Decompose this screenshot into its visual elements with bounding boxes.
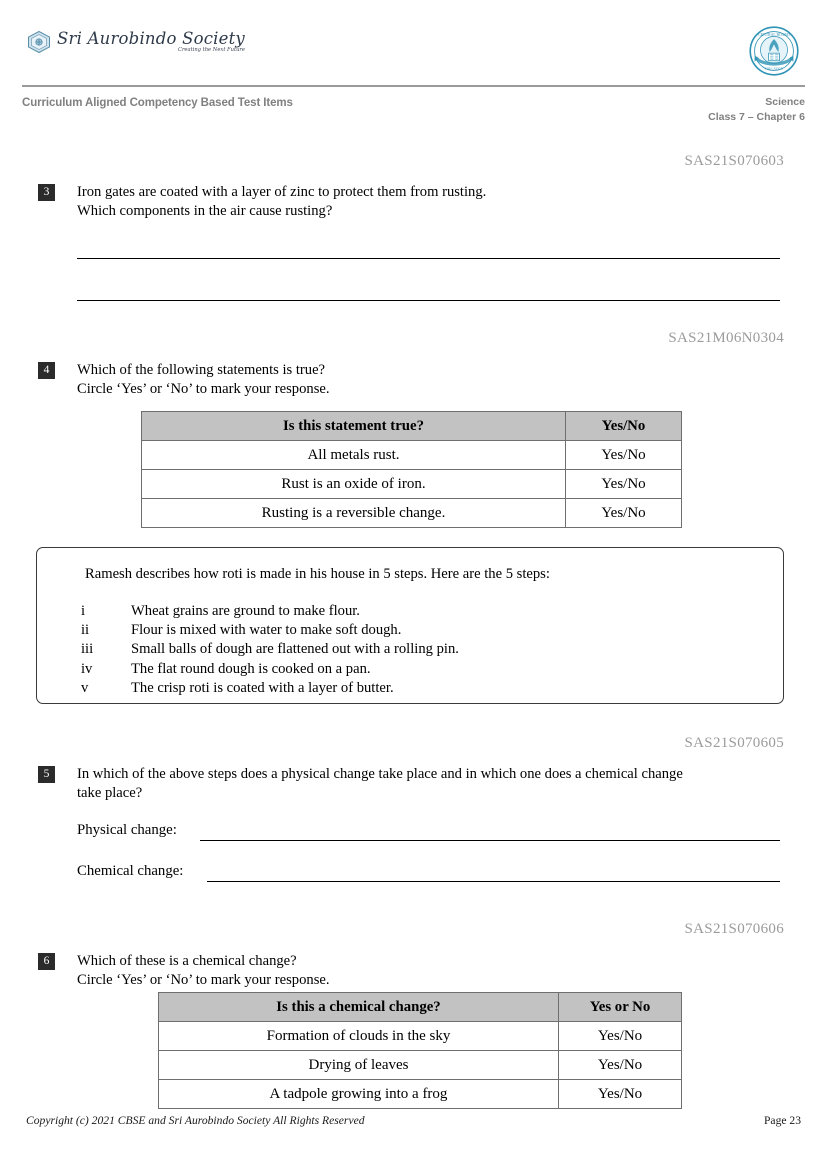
step-marker: ii xyxy=(81,622,90,639)
society-wordmark xyxy=(57,28,245,54)
step-marker: iii xyxy=(81,641,94,658)
table-cell-yesno[interactable]: Yes/No xyxy=(559,1080,682,1109)
list-item xyxy=(81,660,459,679)
cbse-logo xyxy=(747,24,801,78)
question-text-4-line-2: Circle ‘Yes’ or ‘No’ to mark your response. xyxy=(77,381,330,397)
society-name: Sri Aurobindo Society xyxy=(57,28,245,48)
table-header-row xyxy=(142,412,682,441)
question-text-6-line-2: Circle ‘Yes’ or ‘No’ to mark your response. xyxy=(77,972,330,988)
answer-line-physical-change[interactable] xyxy=(200,840,780,841)
table-cell-yesno[interactable]: Yes/No xyxy=(566,470,682,499)
table-header-statement: Is this statement true? xyxy=(142,412,566,441)
question-number-6: 6 xyxy=(38,953,55,970)
physical-change-label: Physical change: xyxy=(77,822,177,838)
society-tagline: Creating the Next Future xyxy=(177,47,245,54)
list-item xyxy=(81,640,459,659)
footer-copyright: Copyright (c) 2021 CBSE and Sri Aurobindo Society All Rights Reserved xyxy=(26,1114,365,1127)
table-cell-statement: A tadpole growing into a frog xyxy=(159,1080,559,1109)
table-header-statement: Is this a chemical change? xyxy=(159,993,559,1022)
stimulus-intro: Ramesh describes how roti is made in his house in 5 steps. Here are the 5 steps: xyxy=(85,566,550,582)
question-text-4 xyxy=(77,361,777,399)
header-divider xyxy=(22,85,805,87)
answer-line-q3-2[interactable] xyxy=(77,300,780,301)
header-subject-block xyxy=(708,95,805,125)
step-text: The crisp roti is coated with a layer of butter. xyxy=(131,679,394,696)
step-text: Wheat grains are ground to make flour. xyxy=(131,603,360,619)
question-text-6 xyxy=(77,952,777,990)
step-marker: iv xyxy=(81,660,93,677)
table-row xyxy=(159,1022,682,1051)
stimulus-step-list xyxy=(81,602,459,698)
table-header-yesno: Yes or No xyxy=(559,993,682,1022)
question-text-5-line-1: In which of the above steps does a physical change take place and in which one does a chemical change xyxy=(77,766,683,782)
step-marker: i xyxy=(81,603,86,619)
table-cell-yesno[interactable]: Yes/No xyxy=(566,441,682,470)
footer-page-number: Page 23 xyxy=(763,1114,801,1127)
question-text-3-line-1: Iron gates are coated with a layer of zinc to protect them from rusting. xyxy=(77,184,487,200)
question-text-4-line-1: Which of the following statements is true? xyxy=(77,362,326,378)
table-row xyxy=(142,499,682,528)
question-number-5: 5 xyxy=(38,766,55,783)
header-meta xyxy=(22,95,805,129)
question-number-4: 4 xyxy=(38,362,55,379)
step-text: Small balls of dough are flattened out with a rolling pin. xyxy=(131,641,459,658)
class-chapter-label: Class 7 – Chapter 6 xyxy=(708,111,805,123)
list-item xyxy=(81,621,459,640)
step-text: Flour is mixed with water to make soft dough. xyxy=(131,622,402,639)
svg-text:CENTRAL BOARD: CENTRAL BOARD xyxy=(758,32,790,37)
answer-line-q3-1[interactable] xyxy=(77,258,780,259)
table-cell-yesno[interactable]: Yes/No xyxy=(559,1022,682,1051)
table-cell-statement: Drying of leaves xyxy=(159,1051,559,1080)
question-code-6: SAS21S070606 xyxy=(684,921,784,937)
list-item xyxy=(81,679,459,698)
chemical-change-table xyxy=(158,992,682,1109)
svg-text:EDUCATION: EDUCATION xyxy=(764,66,784,71)
statement-true-table xyxy=(141,411,682,528)
header-logo-bar xyxy=(0,24,827,86)
sri-aurobindo-society-logo xyxy=(26,30,245,54)
table-header-yesno: Yes/No xyxy=(566,412,682,441)
question-code-4: SAS21M06N0304 xyxy=(668,330,784,346)
question-text-3-line-2: Which components in the air cause rusting? xyxy=(77,203,333,219)
society-emblem-icon xyxy=(26,30,52,54)
table-row xyxy=(159,1080,682,1109)
stimulus-box xyxy=(36,547,784,704)
table-cell-statement: Rusting is a reversible change. xyxy=(142,499,566,528)
subject-label: Science xyxy=(765,96,805,108)
question-text-5 xyxy=(77,765,783,803)
table-cell-yesno[interactable]: Yes/No xyxy=(559,1051,682,1080)
table-cell-statement: All metals rust. xyxy=(142,441,566,470)
list-item xyxy=(81,602,459,621)
table-cell-statement: Rust is an oxide of iron. xyxy=(142,470,566,499)
answer-line-chemical-change[interactable] xyxy=(207,881,780,882)
step-text: The flat round dough is cooked on a pan. xyxy=(131,660,371,677)
table-cell-yesno[interactable]: Yes/No xyxy=(566,499,682,528)
table-header-row xyxy=(159,993,682,1022)
question-number-3: 3 xyxy=(38,184,55,201)
question-text-5-line-2: take place? xyxy=(77,785,143,801)
question-text-6-line-1: Which of these is a chemical change? xyxy=(77,953,297,969)
table-cell-statement: Formation of clouds in the sky xyxy=(159,1022,559,1051)
table-row xyxy=(159,1051,682,1080)
question-code-3: SAS21S070603 xyxy=(684,153,784,169)
document-title: Curriculum Aligned Competency Based Test Items xyxy=(22,97,293,109)
question-code-5: SAS21S070605 xyxy=(684,735,784,751)
step-marker: v xyxy=(81,679,89,696)
question-text-3 xyxy=(77,183,777,221)
chemical-change-label: Chemical change: xyxy=(77,863,184,879)
table-row xyxy=(142,470,682,499)
table-row xyxy=(142,441,682,470)
